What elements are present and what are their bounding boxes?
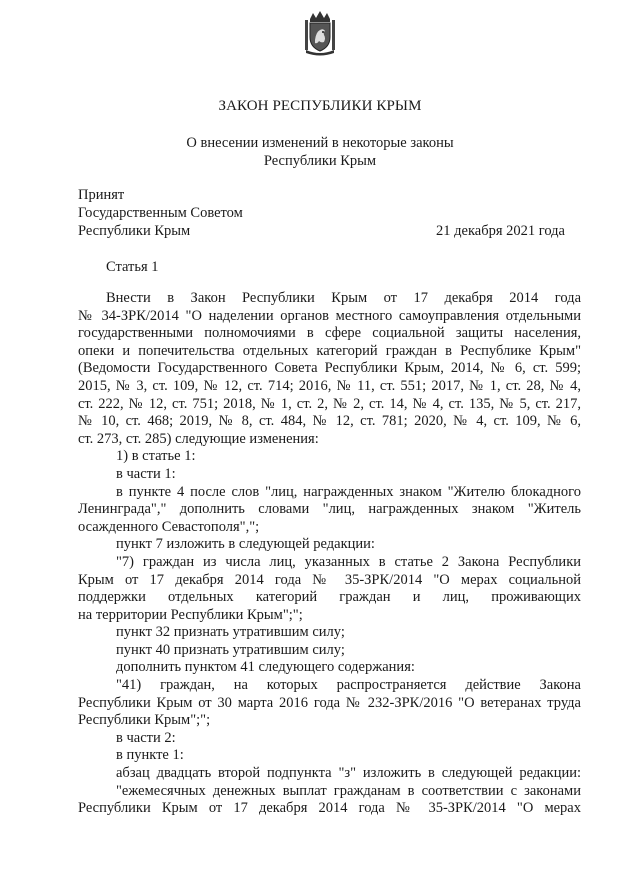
- adoption-date: 21 декабря 2021 года: [436, 223, 565, 239]
- subtitle-line: Республики Крым: [263, 153, 377, 169]
- body-line: в части 1:: [116, 465, 176, 482]
- body-line: "41) граждан, на которых распространяется действие Закона: [116, 677, 581, 694]
- body-line: № 10, ст. 468; 2019, № 8, ст. 484, № 12, ст. 781; 2020, № 4, ст. 109, № 6,: [78, 413, 581, 430]
- body-line: опеки и попечительства отдельных категорий граждан в Республике Крым": [78, 342, 581, 359]
- body-line: 1) в статье 1:: [116, 448, 196, 465]
- body-line: пункт 7 изложить в следующей редакции:: [116, 536, 375, 553]
- article-body: [78, 290, 581, 818]
- body-line: государственными полномочиями в сфере социальной защиты населения,: [78, 325, 581, 342]
- body-line: в пункте 4 после слов "лиц, награжденных знаком "Жителю блокадного: [116, 483, 581, 500]
- body-line: пункт 40 признать утратившим силу;: [116, 641, 345, 658]
- body-line: "ежемесячных денежных выплат гражданам в соответствии с законами: [116, 782, 581, 799]
- body-line: Республики Крым от 17 декабря 2014 года № 35-ЗРК/2014 "О мерах: [78, 800, 581, 817]
- body-line: Внести в Закон Республики Крым от 17 декабря 2014 года: [106, 290, 581, 306]
- body-line: дополнить пунктом 41 следующего содержания:: [116, 659, 415, 676]
- body-line: № 34-ЗРК/2014 "О наделении органов местного самоуправления отдельными: [78, 307, 581, 324]
- body-line: 2015, № 3, ст. 109, № 12, ст. 714; 2016, № 11, ст. 551; 2017, № 1, ст. 28, № 4,: [78, 377, 581, 394]
- subtitle-line: О внесении изменений в некоторые законы: [186, 135, 454, 151]
- body-line: осажденного Севастополя",";: [78, 518, 260, 535]
- body-line: в пункте 1:: [116, 747, 184, 764]
- body-line: в части 2:: [116, 729, 176, 746]
- body-line: Ленинграда"," дополнить словами "лиц, награжденных знаком "Житель: [78, 501, 581, 518]
- adopted-line: Государственным Советом: [78, 205, 243, 221]
- body-line: ст. 273, ст. 285) следующие изменения:: [78, 430, 319, 447]
- law-title: ЗАКОН РЕСПУБЛИКИ КРЫМ: [218, 98, 422, 114]
- crimea-coat-of-arms-icon: [302, 10, 338, 56]
- body-line: "7) граждан из числа лиц, указанных в статье 2 Закона Республики: [116, 553, 581, 570]
- body-line: поддержки отдельных категорий граждан и лиц, проживающих: [78, 589, 581, 606]
- body-line: Крым от 17 декабря 2014 года № 35-ЗРК/2014 "О мерах социальной: [78, 571, 581, 588]
- law-subtitle: [0, 134, 640, 170]
- article-heading: Статья 1: [106, 259, 159, 275]
- body-line: (Ведомости Государственного Совета Республики Крым, 2014, № 6, ст. 599;: [78, 360, 581, 377]
- adopted-block: [78, 186, 243, 240]
- body-line: абзац двадцать второй подпункта "з" изложить в следующей редакции:: [116, 765, 581, 782]
- adopted-line: Принят: [78, 187, 125, 203]
- adopted-line: Республики Крым: [78, 223, 191, 239]
- body-line: пункт 32 признать утратившим силу;: [116, 624, 345, 641]
- body-line: на территории Республики Крым";";: [78, 606, 303, 623]
- body-line: ст. 222, № 12, ст. 751; 2018, № 1, ст. 2, № 2, ст. 14, № 4, ст. 135, № 5, ст. 217,: [78, 395, 581, 412]
- body-line: Республики Крым от 30 марта 2016 года № 232-ЗРК/2016 "О ветеранах труда: [78, 694, 581, 711]
- body-line: Республики Крым";";: [78, 712, 211, 729]
